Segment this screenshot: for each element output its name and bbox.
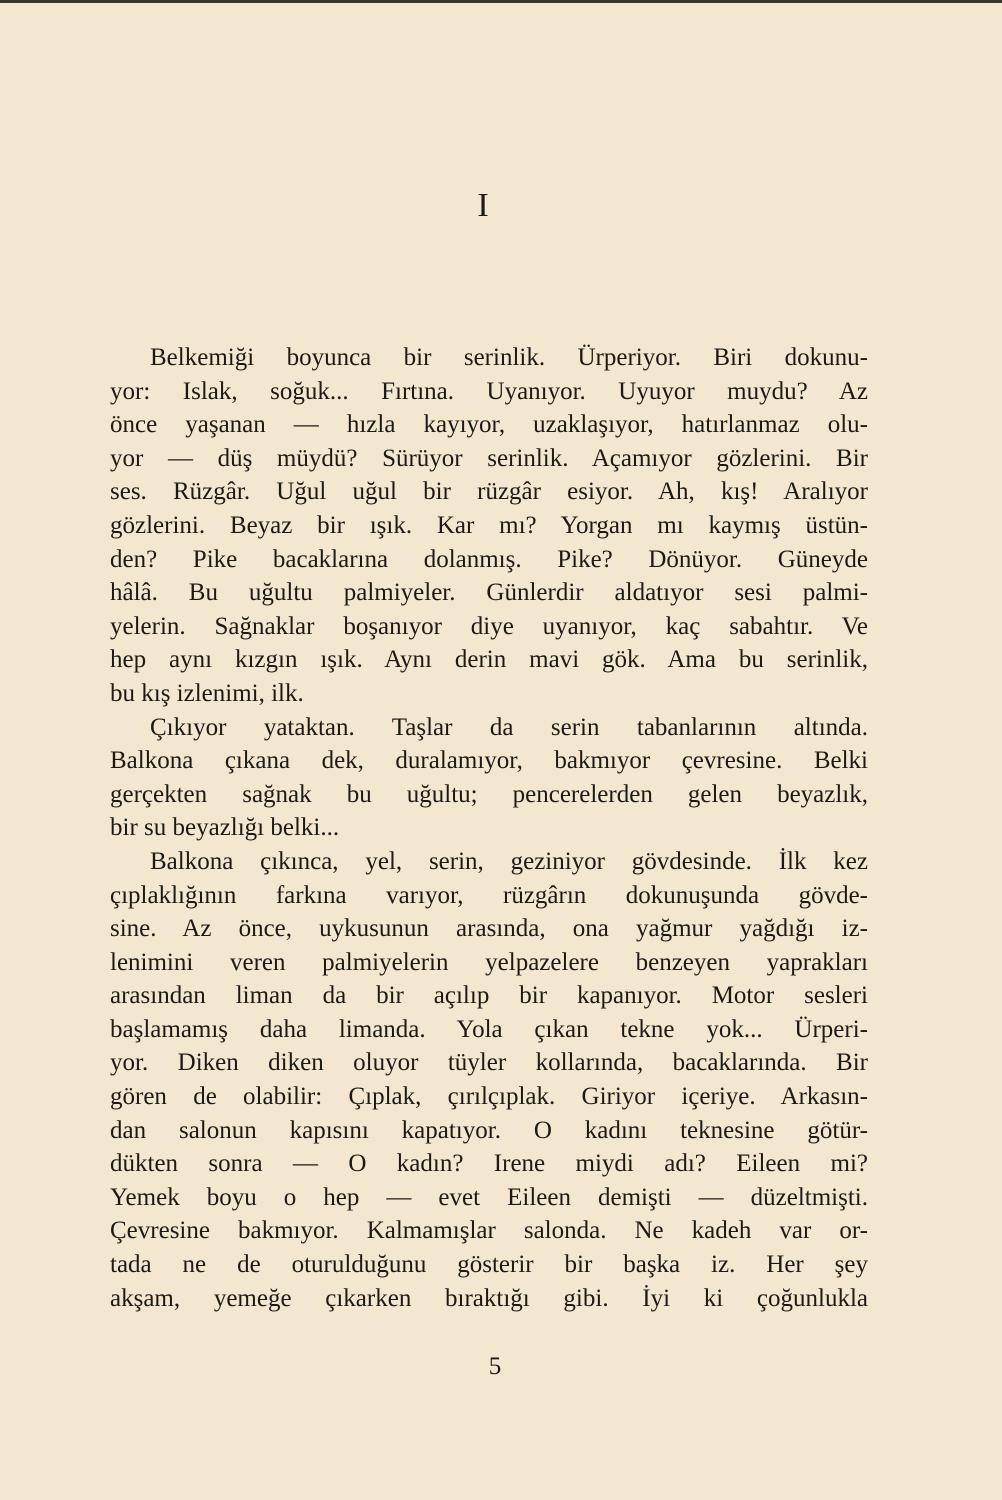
text-line: tada ne de oturulduğunu gösterir bir başka iz. Her şey — [110, 1251, 868, 1279]
text-line: arasından liman da bir açılıp bir kapanıyor. Motor sesleri — [110, 982, 868, 1010]
text-line: hâlâ. Bu uğultu palmiyeler. Günlerdir aldatıyor sesi palmi- — [110, 579, 868, 607]
text-line: yor — düş müydü? Sürüyor serinlik. Açamıyor gözlerini. Bir — [110, 444, 868, 472]
text-line: Çıkıyor yataktan. Taşlar da serin tabanlarının altında. — [150, 713, 868, 741]
body-text — [110, 341, 868, 1315]
text-line: bu kış izlenimi, ilk. — [110, 679, 304, 707]
text-line: ses. Rüzgâr. Uğul uğul bir rüzgâr esiyor. Ah, kış! Aralıyor — [110, 478, 868, 506]
text-line: dükten sonra — O kadın? Irene miydi adı? Eileen mi? — [110, 1150, 868, 1178]
text-line: yor: Islak, soğuk... Fırtına. Uyanıyor. Uyuyor muydu? Az — [110, 377, 868, 405]
page-top-edge — [0, 0, 1002, 3]
text-line: başlamamış daha limanda. Yola çıkan tekne yok... Ürperi- — [110, 1015, 868, 1043]
text-line: den? Pike bacaklarına dolanmış. Pike? Dönüyor. Güneyde — [110, 545, 868, 573]
text-line: dan salonun kapısını kapatıyor. O kadını teknesine götür- — [110, 1116, 868, 1144]
text-line: Çevresine bakmıyor. Kalmamışlar salonda. Ne kadeh var or- — [110, 1217, 868, 1245]
chapter-numeral: I — [477, 187, 489, 224]
text-line: Yemek boyu o hep — evet Eileen demişti — düzeltmişti. — [110, 1183, 868, 1211]
text-line: yor. Diken diken oluyor tüyler kollarında, bacaklarında. Bir — [110, 1049, 868, 1077]
text-line: gerçekten sağnak bu uğultu; pencerelerden gelen beyazlık, — [110, 780, 868, 808]
text-line: yelerin. Sağnaklar boşanıyor diye uyanıyor, kaç sabahtır. Ve — [110, 612, 868, 640]
text-line: gözlerini. Beyaz bir ışık. Kar mı? Yorgan mı kaymış üstün- — [110, 511, 868, 539]
page-number: 5 — [488, 1353, 502, 1380]
text-line: Balkona çıkana dek, duralamıyor, bakmıyor çevresine. Belki — [110, 747, 868, 775]
text-line: lenimini veren palmiyelerin yelpazelere benzeyen yaprakları — [110, 948, 868, 976]
text-line: Belkemiği boyunca bir serinlik. Ürperiyor. Biri dokunu- — [150, 344, 868, 371]
text-line: önce yaşanan — hızla kayıyor, uzaklaşıyor, hatırlanmaz olu- — [110, 411, 868, 439]
text-line: bir su beyazlığı belki... — [110, 814, 340, 842]
text-line: Balkona çıkınca, yel, serin, geziniyor gövdesinde. İlk kez — [150, 847, 868, 875]
text-line: sine. Az önce, uykusunun arasında, ona yağmur yağdığı iz- — [110, 915, 868, 943]
text-line: gören de olabilir: Çıplak, çırılçıplak. Giriyor içeriye. Arkasın- — [110, 1083, 868, 1111]
text-line: akşam, yemeğe çıkarken bıraktığı gibi. İyi ki çoğunlukla — [110, 1284, 868, 1312]
text-line: çıplaklığının farkına varıyor, rüzgârın dokunuşunda gövde- — [110, 881, 868, 909]
text-line: hep aynı kızgın ışık. Aynı derin mavi gök. Ama bu serinlik, — [110, 646, 868, 674]
